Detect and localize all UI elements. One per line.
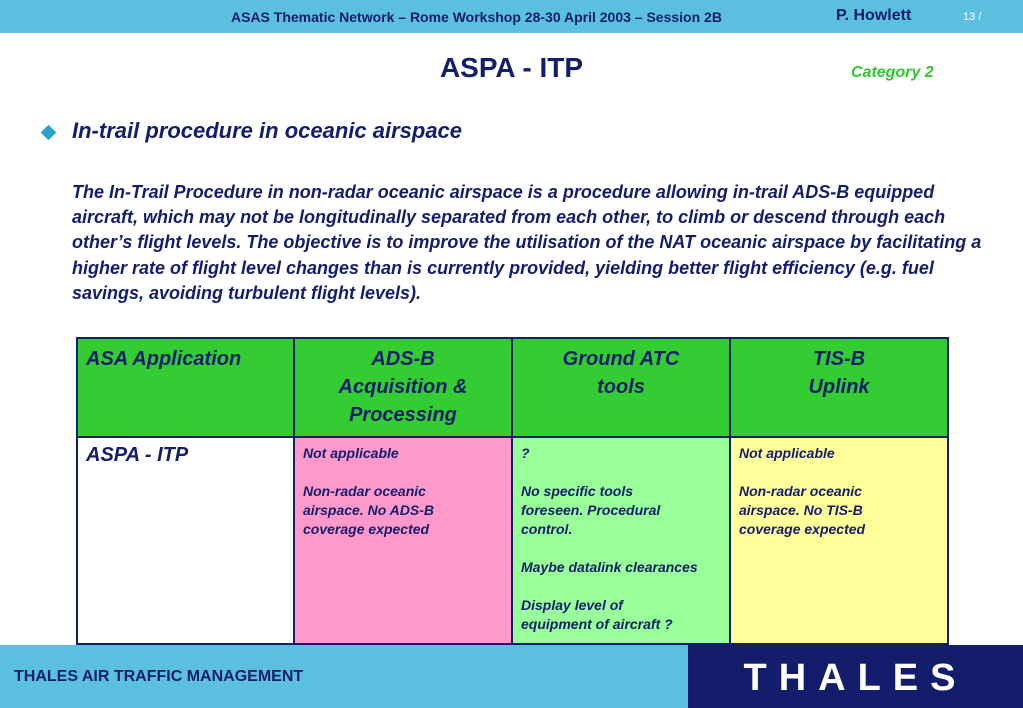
cell-ads-b: [294, 437, 512, 644]
header-ads-b: [294, 338, 512, 437]
cell-ground-atc: [512, 437, 730, 644]
diamond-icon: [41, 125, 57, 141]
cell-note-line: equipment of aircraft ?: [521, 616, 673, 632]
header-line: Ground ATC: [562, 348, 680, 370]
application-table: [76, 337, 949, 645]
table-header-row: [77, 338, 948, 437]
cell-note-line: Non-radar oceanic: [303, 483, 426, 499]
cell-tis-b: [730, 437, 948, 644]
cell-application: ASPA - ITP: [77, 437, 294, 644]
header-bar: [0, 0, 1023, 33]
header-line: Acquisition &: [338, 376, 468, 398]
logo-text: THALES: [743, 657, 968, 699]
slide-title: ASPA - ITP: [439, 52, 584, 83]
cell-note-line: Non-radar oceanic: [739, 483, 862, 499]
cell-note-line: coverage expected: [739, 521, 866, 537]
cell-note-line: Display level of: [521, 597, 623, 613]
bullet-heading: In-trail procedure in oceanic airspace: [72, 118, 463, 143]
cell-status: Not applicable: [739, 445, 835, 461]
page-number: 13 /: [963, 11, 982, 23]
cell-note-line: control.: [521, 521, 573, 537]
author-name: P. Howlett: [836, 7, 912, 24]
cell-status: ?: [521, 445, 530, 461]
company-name: THALES AIR TRAFFIC MANAGEMENT: [14, 668, 304, 685]
header-line: tools: [597, 376, 645, 398]
description-paragraph: The In-Trail Procedure in non-radar oceanic airspace is a procedure allowing in-trail ADS-B equipped aircraft, which may not be longitudinally separated from each other, to climb or descend through each other’s flight levels. The objective is to improve the utilisation of the NAT oceanic airspace by facilitating a higher rate of flight level changes than is currently provided, yielding better flight efficiency (e.g. fuel savings, avoiding turbulent flight levels).: [72, 182, 982, 303]
cell-note-line: No specific tools: [521, 483, 634, 499]
thales-logo: [688, 645, 1023, 708]
header-line: ASA Application: [86, 348, 242, 370]
cell-note-line: airspace. No TIS-B: [739, 502, 863, 518]
category-label: Category 2: [851, 64, 934, 81]
header-line: TIS-B: [812, 348, 866, 370]
header-tis-b: [730, 338, 948, 437]
cell-note-line: coverage expected: [303, 521, 430, 537]
cell-note-line: airspace. No ADS-B: [303, 502, 434, 518]
header-asa-application: [77, 338, 294, 437]
table-row: [77, 437, 948, 644]
cell-status: Not applicable: [303, 445, 399, 461]
header-line: Uplink: [808, 376, 870, 398]
cell-note-line: Maybe datalink clearances: [521, 559, 698, 575]
header-line: ADS-B: [371, 348, 435, 370]
header-line: Processing: [349, 404, 457, 426]
presentation-title: ASAS Thematic Network – Rome Workshop 28-30 April 2003 – Session 2B: [231, 9, 722, 25]
header-ground-atc: [512, 338, 730, 437]
cell-note-line: foreseen. Procedural: [521, 502, 661, 518]
